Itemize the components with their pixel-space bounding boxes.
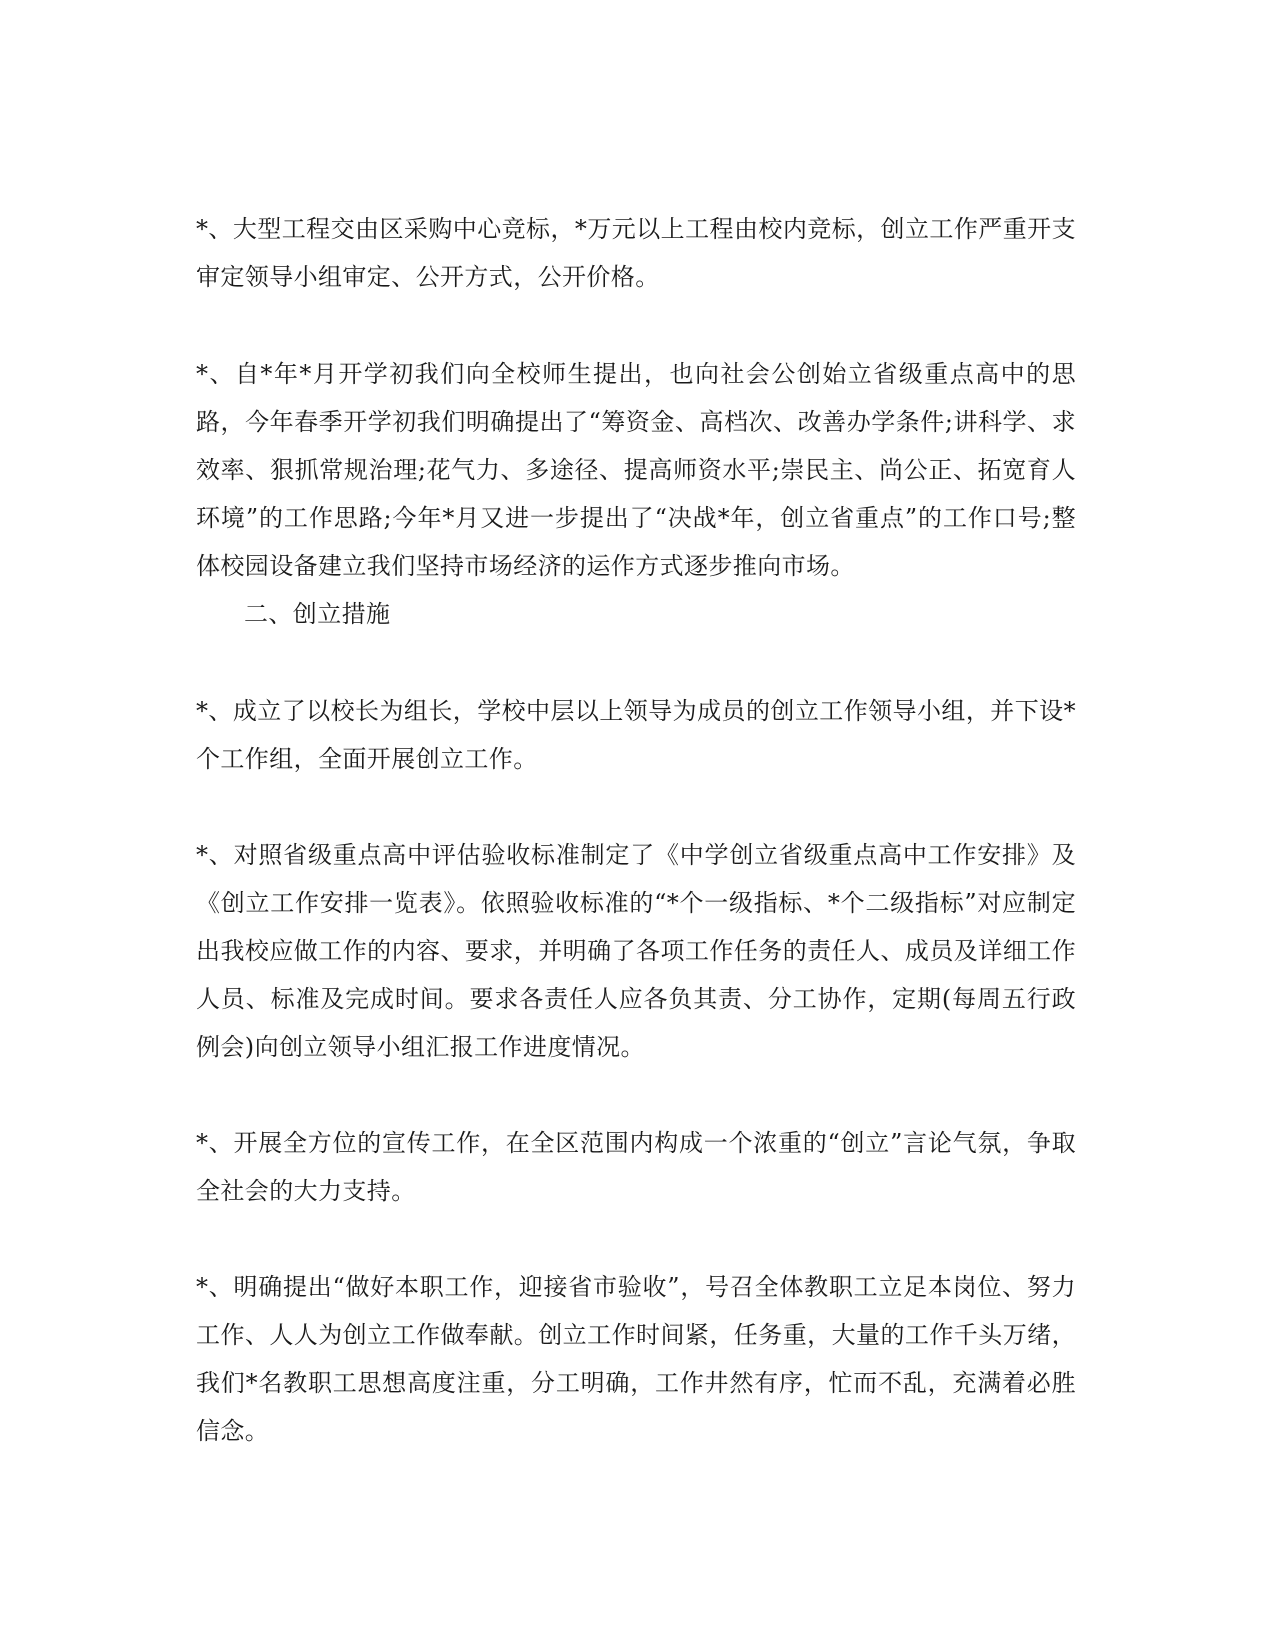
paragraph-approach: *、自*年*月开学初我们向全校师生提出，也向社会公创始立省级重点高中的思路，今年春季开学初我们明确提出了“筹资金、高档次、改善办学条件;讲科学、求效率、狠抓常规治理;花气力、多途径、提高师资水平;崇民主、尚公正、拓宽育人环境”的工作思路;今年*月又进一步提出了“决战*年，创立省重点”的工作口号;整体校园设备建立我们坚持市场经济的运作方式逐步推向市场。 — [196, 360, 1076, 580]
paragraph-publicity: *、开展全方位的宣传工作，在全区范围内构成一个浓重的“创立”言论气氛，争取全社会的大力支持。 — [196, 1129, 1076, 1205]
section-heading-measures: 二、创立措施 — [244, 600, 391, 628]
paragraph-leadership-group: *、成立了以校长为组长，学校中层以上领导为成员的创立工作领导小组，并下设*个工作组，全面开展创立工作。 — [196, 697, 1076, 773]
paragraph-standards-plan: *、对照省级重点高中评估验收标准制定了《中学创立省级重点高中工作安排》及《创立工作安排一览表》。依照验收标准的“*个一级指标、*个二级指标”对应制定出我校应做工作的内容、要求，并明确了各项工作任务的责任人、成员及详细工作人员、标准及完成时间。要求各责任人应各负其责、分工协作，定期(每周五行政例会)向创立领导小组汇报工作进度情况。 — [196, 841, 1076, 1061]
paragraph-staff-mobilization: *、明确提出“做好本职工作，迎接省市验收”，号召全体教职工立足本岗位、努力工作、人人为创立工作做奉献。创立工作时间紧，任务重，大量的工作千头万绪，我们*名教职工思想高度注重，分工明确，工作井然有序，忙而不乱，充满着必胜信念。 — [196, 1273, 1076, 1445]
paragraph-procurement: *、大型工程交由区采购中心竞标，*万元以上工程由校内竞标，创立工作严重开支审定领导小组审定、公开方式，公开价格。 — [196, 215, 1076, 291]
document-body — [196, 205, 1076, 1455]
